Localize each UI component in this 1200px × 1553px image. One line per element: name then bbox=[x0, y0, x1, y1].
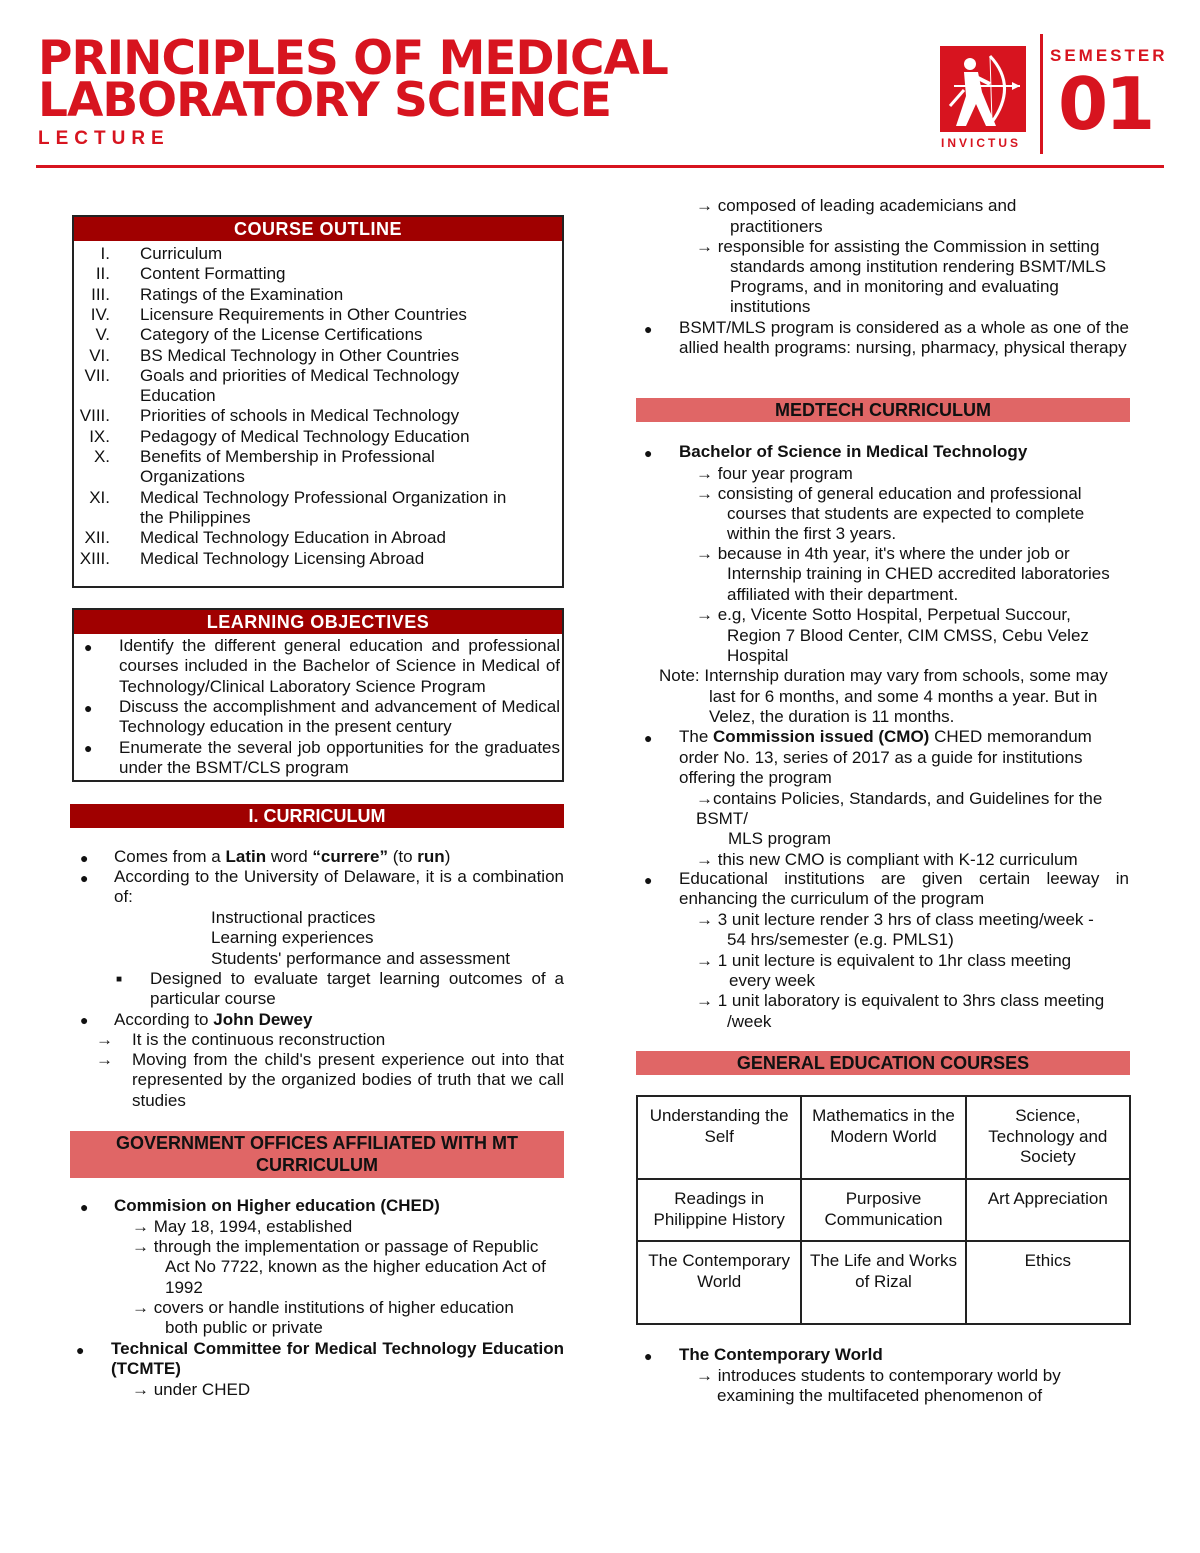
tcw-point: examining the multifaceted phenomenon of bbox=[717, 1386, 1043, 1405]
outline-text: Licensure Requirements in Other Countries bbox=[140, 304, 467, 324]
table-cell: Ethics bbox=[966, 1241, 1130, 1324]
bsmt-name: Bachelor of Science in Medical Technology bbox=[679, 442, 1028, 461]
outline-text: BS Medical Technology in Other Countries bbox=[140, 345, 460, 365]
internship-note: Velez, the duration is 11 months. bbox=[709, 707, 955, 726]
header-divider bbox=[1040, 34, 1043, 154]
outline-number: IX. bbox=[89, 426, 110, 446]
logo-caption: INVICTUS bbox=[941, 136, 1022, 150]
document-title bbox=[38, 31, 668, 128]
bsmt-point: affiliated with their department. bbox=[727, 585, 959, 604]
outline-number: III. bbox=[91, 284, 110, 304]
ched-point: → May 18, 1994, established bbox=[132, 1217, 353, 1236]
gov-offices-heading-line1: GOVERNMENT OFFICES AFFILIATED WITH MT bbox=[116, 1133, 518, 1153]
curriculum-etymology: Comes from a Latin word “currere” (to run) bbox=[114, 847, 451, 866]
tcmte-point: → under CHED bbox=[132, 1380, 251, 1399]
combo-item: Instructional practices bbox=[211, 908, 376, 927]
bsmt-point: Region 7 Blood Center, CIM CMSS, Cebu Velez bbox=[727, 626, 1089, 645]
outline-number: XI. bbox=[89, 487, 110, 507]
outline-number: V. bbox=[95, 325, 110, 345]
medtech-heading: MEDTECH CURRICULUM bbox=[636, 398, 1130, 422]
allied-programs: BSMT/MLS program is considered as a whole as one of the allied health programs: nursing, pharmacy, physical therapy bbox=[679, 318, 1129, 358]
table-cell: Mathematics in the Modern World bbox=[801, 1096, 965, 1179]
unit-point: → 1 unit lecture is equivalent to 1hr class meeting bbox=[696, 951, 1072, 970]
table-cell: Art Appreciation bbox=[966, 1179, 1130, 1241]
course-outline-box bbox=[72, 215, 564, 588]
outline-number: VII. bbox=[84, 365, 110, 385]
unit-point: every week bbox=[729, 971, 815, 990]
bullet: ● bbox=[80, 1199, 89, 1215]
bsmt-point: → because in 4th year, it's where the under job or bbox=[696, 544, 1070, 563]
outline-text: Category of the License Certifications bbox=[140, 325, 423, 345]
table-cell: The Contemporary World bbox=[637, 1241, 801, 1324]
bsmt-point: → four year program bbox=[696, 464, 853, 483]
bullet: ● bbox=[644, 445, 653, 461]
bsmt-point: → e.g, Vicente Sotto Hospital, Perpetual Succour, bbox=[696, 605, 1071, 624]
objective-item: Enumerate the several job opportunities for the graduates under the BSMT/CLS program bbox=[119, 738, 560, 778]
outline-text: Curriculum bbox=[140, 244, 223, 263]
outline-text: Ratings of the Examination bbox=[140, 284, 344, 304]
bullet: ● bbox=[80, 850, 89, 866]
internship-note: last for 6 months, and some 4 months a year. But in bbox=[709, 687, 1098, 706]
bsmt-point: Internship training in CHED accredited laboratories bbox=[727, 564, 1110, 583]
table-row bbox=[637, 1179, 1130, 1241]
outline-text: the Philippines bbox=[140, 507, 251, 527]
outline-number: VI. bbox=[89, 345, 110, 365]
bullet: ● bbox=[84, 639, 93, 655]
cmo-line: The Commission issued (CMO) CHED memorandum bbox=[679, 727, 1092, 746]
semester-label: SEMESTER bbox=[1050, 46, 1168, 65]
outline-text: Content Formatting bbox=[140, 264, 286, 284]
outline-text: Pedagogy of Medical Technology Education bbox=[140, 426, 470, 446]
curriculum-heading: I. CURRICULUM bbox=[70, 804, 564, 828]
combo-item: Students' performance and assessment bbox=[211, 949, 511, 968]
tcmte-point: practitioners bbox=[730, 217, 823, 236]
bullet: ● bbox=[644, 1348, 653, 1364]
outline-number: VIII. bbox=[79, 406, 110, 426]
outline-text: Goals and priorities of Medical Technology bbox=[140, 365, 460, 385]
bsmt-point: → consisting of general education and professional bbox=[696, 484, 1082, 503]
table-row bbox=[637, 1096, 1130, 1179]
title-line-2: LABORATORY SCIENCE bbox=[38, 73, 611, 128]
gen-ed-heading: GENERAL EDUCATION COURSES bbox=[636, 1051, 1130, 1075]
outline-number: X. bbox=[93, 447, 110, 466]
table-cell: Purposive Communication bbox=[801, 1179, 965, 1241]
edu-leeway: Educational institutions are given certain leeway in enhancing the curriculum of the program bbox=[679, 869, 1129, 909]
outline-text: Medical Technology Professional Organization in bbox=[140, 487, 507, 507]
cmo-point: MLS program bbox=[728, 829, 831, 848]
outline-number: XII. bbox=[84, 528, 110, 548]
learning-objectives-box bbox=[72, 608, 564, 782]
tcmte-point: standards among institution rendering BSMT/MLS bbox=[730, 257, 1107, 276]
title-line-1: PRINCIPLES OF MEDICAL bbox=[38, 31, 668, 86]
objective-item: Identify the different general education and professional courses included in the Bachelor of Science in Medical of Technology/Clinical Laboratory Science Program bbox=[119, 636, 560, 696]
tcmte-point: institutions bbox=[730, 297, 811, 316]
header-rule bbox=[36, 165, 1164, 168]
bullet: ● bbox=[644, 730, 653, 746]
outline-text: Organizations bbox=[140, 467, 245, 487]
curriculum-dewey: According to John Dewey bbox=[114, 1010, 313, 1029]
cmo-line: offering the program bbox=[679, 768, 832, 787]
table-cell: Understanding the Self bbox=[637, 1096, 801, 1179]
semester-number: 01 bbox=[1058, 62, 1153, 146]
tcw-point: → introduces students to contemporary world by bbox=[696, 1366, 1061, 1385]
archer-icon bbox=[940, 46, 1026, 132]
tcmte-point: Programs, and in monitoring and evaluating bbox=[730, 277, 1059, 296]
unit-point: → 3 unit lecture render 3 hrs of class meeting/week - bbox=[696, 910, 1094, 929]
bsmt-point: within the first 3 years. bbox=[727, 524, 897, 543]
cmo-point: BSMT/ bbox=[696, 809, 748, 828]
ched-point: 1992 bbox=[165, 1278, 203, 1297]
curriculum-delaware: According to the University of Delaware, it is a combination of: bbox=[114, 867, 564, 907]
cmo-line: order No. 13, series of 2017 as a guide for institutions bbox=[679, 748, 1083, 767]
curriculum-designed: Designed to evaluate target learning outcomes of a particular course bbox=[150, 969, 564, 1009]
tcw-name: The Contemporary World bbox=[679, 1345, 883, 1364]
arrow-icon: → bbox=[96, 1030, 113, 1049]
arrow-icon: → bbox=[96, 1050, 113, 1069]
table-cell: Readings in Philippine History bbox=[637, 1179, 801, 1241]
unit-point: /week bbox=[727, 1012, 772, 1031]
learning-objectives-heading: LEARNING OBJECTIVES bbox=[74, 610, 562, 634]
square-bullet: ■ bbox=[116, 974, 123, 985]
bullet: ● bbox=[644, 872, 653, 888]
bullet: ● bbox=[84, 740, 93, 756]
objective-item: Discuss the accomplishment and advancement of Medical Technology education in the present century bbox=[119, 697, 560, 737]
tcmte-name: Technical Committee for Medical Technology Education (TCMTE) bbox=[111, 1339, 564, 1379]
gov-offices-heading-line2: CURRICULUM bbox=[256, 1155, 378, 1175]
bullet: ● bbox=[76, 1342, 85, 1358]
ched-point: → covers or handle institutions of higher education bbox=[132, 1298, 514, 1317]
table-row bbox=[637, 1241, 1130, 1324]
dewey-point: It is the continuous reconstruction bbox=[132, 1030, 386, 1049]
bullet: ● bbox=[644, 321, 653, 337]
bsmt-point: courses that students are expected to complete bbox=[727, 504, 1085, 523]
bullet: ● bbox=[84, 700, 93, 716]
tcmte-point: → composed of leading academicians and bbox=[696, 196, 1017, 215]
internship-note: Note: Internship duration may vary from schools, some may bbox=[659, 666, 1108, 685]
bullet: ● bbox=[80, 1012, 89, 1028]
cmo-point: →contains Policies, Standards, and Guidelines for the bbox=[696, 789, 1103, 808]
ched-point: → through the implementation or passage of Republic bbox=[132, 1237, 539, 1256]
table-cell: The Life and Works of Rizal bbox=[801, 1241, 965, 1324]
outline-number: I. bbox=[100, 244, 110, 263]
bsmt-point: Hospital bbox=[727, 646, 789, 665]
unit-point: 54 hrs/semester (e.g. PMLS1) bbox=[727, 930, 954, 949]
document-subtitle: LECTURE bbox=[38, 128, 170, 149]
ched-name: Commision on Higher education (CHED) bbox=[114, 1196, 440, 1215]
invictus-archer-logo bbox=[940, 46, 1026, 132]
course-outline-heading: COURSE OUTLINE bbox=[74, 217, 562, 241]
outline-number: IV. bbox=[90, 304, 110, 324]
ched-point: both public or private bbox=[165, 1318, 323, 1337]
ched-point: Act No 7722, known as the higher education Act of bbox=[165, 1257, 546, 1276]
dewey-point: Moving from the child's present experience out into that represented by the organized bodies of truth that we call studies bbox=[132, 1050, 564, 1110]
outline-number: II. bbox=[95, 264, 110, 284]
combo-item: Learning experiences bbox=[211, 928, 374, 947]
gen-ed-table bbox=[636, 1095, 1131, 1325]
outline-text: Medical Technology Education in Abroad bbox=[140, 528, 446, 548]
outline-text: Benefits of Membership in Professional bbox=[140, 447, 435, 466]
gov-offices-heading bbox=[70, 1131, 564, 1178]
unit-point: → 1 unit laboratory is equivalent to 3hrs class meeting bbox=[696, 991, 1105, 1010]
outline-text: Priorities of schools in Medical Technology bbox=[140, 406, 460, 426]
table-cell: Science, Technology and Society bbox=[966, 1096, 1130, 1179]
outline-text: Medical Technology Licensing Abroad bbox=[140, 548, 425, 568]
bullet: ● bbox=[80, 870, 89, 886]
tcmte-point: → responsible for assisting the Commission in setting bbox=[696, 237, 1100, 256]
cmo-point: → this new CMO is compliant with K-12 curriculum bbox=[696, 850, 1078, 869]
outline-number: XIII. bbox=[79, 548, 110, 568]
outline-text: Education bbox=[140, 386, 216, 406]
